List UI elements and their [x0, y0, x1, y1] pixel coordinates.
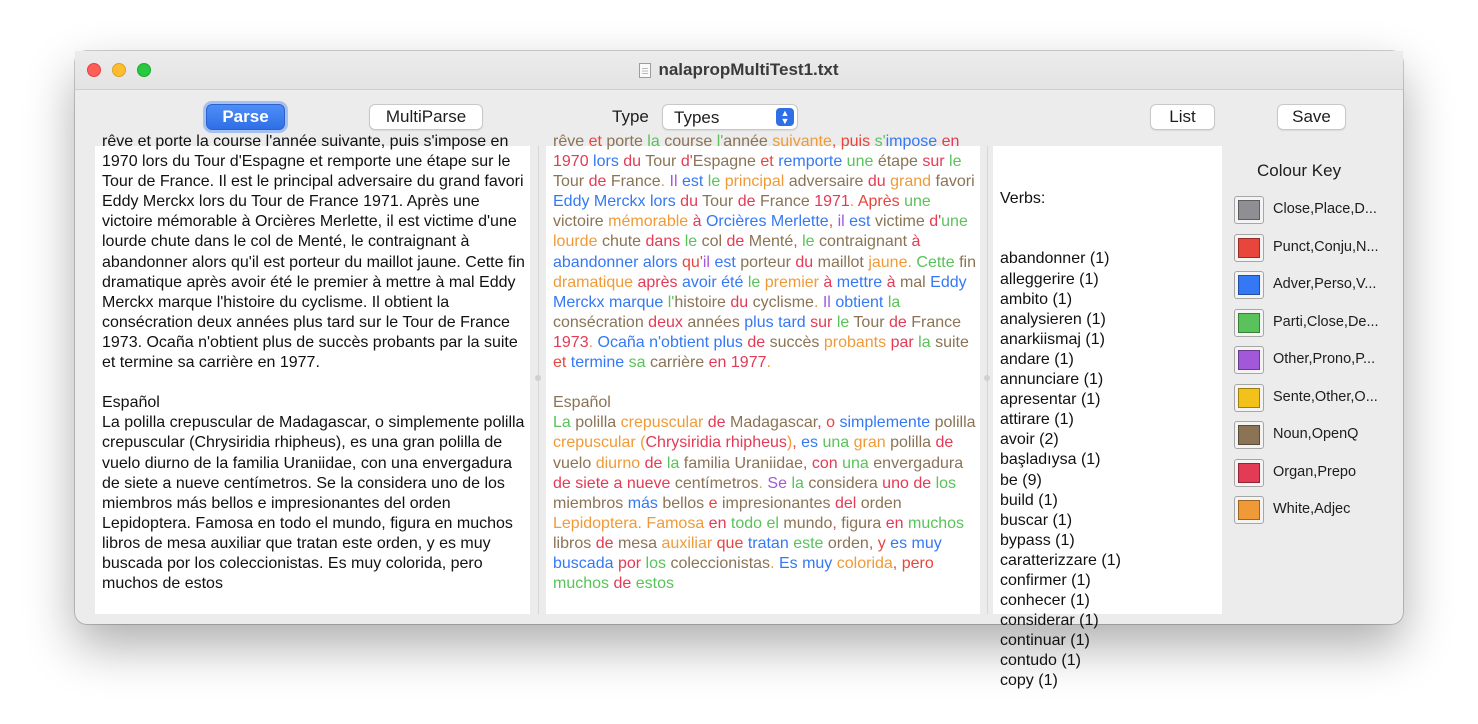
- parsed-token: obtient: [835, 293, 884, 311]
- parsed-token: Chrysiridia: [645, 434, 722, 452]
- parsed-token: ,: [892, 554, 898, 572]
- parsed-token: le: [836, 313, 850, 331]
- parsed-token: la: [666, 454, 680, 472]
- colour-swatch[interactable]: [1234, 234, 1264, 262]
- parsed-token: coleccionistas: [670, 554, 771, 572]
- parsed-token: en: [885, 514, 904, 532]
- parsed-token: puis: [840, 133, 871, 150]
- parsed-token: el: [766, 514, 779, 532]
- multiparse-button[interactable]: MultiParse: [369, 104, 483, 130]
- parsed-token: le: [949, 153, 962, 171]
- colour-key-item[interactable]: [1234, 384, 1394, 414]
- colour-key-label: Other,Prono,P...: [1273, 351, 1376, 367]
- parsed-token: Español: [553, 394, 611, 412]
- parsed-token: colorida: [836, 554, 893, 572]
- split-handle-left-icon[interactable]: [535, 375, 541, 381]
- word-list-item[interactable]: be (9): [1000, 471, 1042, 489]
- parsed-token: Après: [857, 193, 900, 211]
- parsed-token: par: [890, 333, 914, 351]
- parsed-token: 1977: [730, 354, 767, 372]
- parsed-token: muchos: [553, 575, 610, 593]
- parsed-token: le: [684, 233, 698, 251]
- colour-swatch-fill: [1238, 200, 1260, 220]
- parsed-token: ,: [792, 434, 797, 452]
- parsed-token: qu': [682, 253, 703, 271]
- parsed-token: ,: [793, 233, 798, 251]
- parsed-token: mal: [899, 273, 926, 291]
- colour-swatch[interactable]: [1234, 196, 1264, 224]
- parsed-token: auxiliar: [661, 534, 713, 552]
- parsed-token: mundo: [783, 514, 833, 532]
- parsed-token: d': [929, 213, 942, 231]
- parsed-token: avoir: [681, 273, 717, 291]
- title-bar: [75, 51, 1403, 90]
- type-select-value: Types: [674, 108, 720, 127]
- parse-button[interactable]: Parse: [206, 104, 285, 130]
- word-list-item[interactable]: continuar (1): [1000, 632, 1090, 650]
- parsed-token: una: [842, 454, 869, 472]
- parsed-token: diurno: [595, 454, 641, 472]
- parsed-token: Ocaña: [597, 333, 645, 351]
- parsed-token: orden: [827, 534, 869, 552]
- colour-swatch[interactable]: [1234, 271, 1264, 299]
- type-label: Type: [612, 107, 649, 126]
- parsed-token: ,: [831, 133, 837, 150]
- parsed-token: ,: [832, 514, 837, 532]
- source-text-pane[interactable]: [95, 133, 530, 614]
- parsed-token: du: [623, 153, 642, 171]
- colour-swatch-fill: [1238, 425, 1260, 445]
- parsed-token: los: [935, 474, 957, 492]
- parsed-token: de: [553, 474, 571, 492]
- parsed-token: ): [786, 434, 793, 452]
- parsed-token: à: [911, 233, 921, 251]
- parsed-token: este: [793, 534, 824, 552]
- parsed-token: chute: [601, 233, 642, 251]
- parsed-token: la: [647, 133, 660, 150]
- parsed-token: le: [707, 173, 721, 191]
- parsed-token: Famosa: [646, 514, 705, 532]
- parsed-token: polilla: [575, 414, 617, 432]
- word-list-item[interactable]: andare (1): [1000, 350, 1074, 368]
- parsed-token: d': [680, 153, 693, 171]
- parsed-token: en: [941, 133, 960, 150]
- parsed-token: de: [726, 233, 745, 251]
- colour-swatch-fill: [1238, 313, 1260, 333]
- parsed-token: por: [617, 554, 642, 572]
- parsed-token: est: [714, 253, 736, 271]
- parsed-token: polilla: [934, 414, 976, 432]
- parsed-token: marque: [609, 293, 664, 311]
- parsed-token: l': [716, 133, 724, 150]
- split-handle-right-icon[interactable]: [984, 375, 990, 381]
- parsed-token: familia: [683, 454, 731, 472]
- word-list-item[interactable]: caratterizzare (1): [1000, 551, 1121, 569]
- word-list-item[interactable]: contudo (1): [1000, 652, 1081, 670]
- colour-key-title: Colour Key: [1257, 161, 1342, 180]
- parsed-token: .: [766, 354, 771, 372]
- word-list-item[interactable]: considerar (1): [1000, 612, 1099, 630]
- colour-key-item[interactable]: [1234, 196, 1394, 226]
- parsed-token: .: [660, 173, 666, 191]
- parsed-token: .: [849, 193, 855, 211]
- parsed-token: après: [637, 273, 678, 291]
- parsed-token: mettre: [836, 273, 883, 291]
- parsed-token: .: [813, 293, 819, 311]
- parsed-token: est: [681, 173, 704, 191]
- parsed-token: dans: [645, 233, 681, 251]
- parsed-token: probants: [823, 333, 887, 351]
- parsed-token: sa: [628, 354, 646, 372]
- parsed-token: con: [811, 454, 838, 472]
- parsed-token: cyclisme: [752, 293, 814, 311]
- colour-swatch[interactable]: [1234, 496, 1264, 524]
- parsed-token: n': [649, 333, 662, 351]
- parsed-token: de: [747, 333, 766, 351]
- colour-key-label: Adver,Perso,V...: [1273, 276, 1377, 292]
- colour-key-label: White,Adjec: [1273, 501, 1351, 517]
- word-list-item[interactable]: analysieren (1): [1000, 310, 1106, 328]
- parsed-token: en: [708, 514, 727, 532]
- word-list-item[interactable]: attirare (1): [1000, 411, 1074, 429]
- parsed-token: nueve: [626, 474, 671, 492]
- parsed-token: alors: [642, 253, 678, 271]
- parsed-token: pero: [901, 554, 934, 572]
- parsed-token: Merlette: [770, 213, 829, 231]
- parsed-token: obtient: [661, 333, 710, 351]
- parsed-token: abandonner: [553, 253, 639, 271]
- parsed-token: lourde: [553, 233, 598, 251]
- parsed-token: une: [904, 193, 931, 211]
- parsed-token: principal: [724, 173, 785, 191]
- parsed-token: à: [823, 273, 833, 291]
- parsed-text-pane[interactable]: [546, 133, 980, 614]
- parsed-token: le: [802, 233, 815, 251]
- save-button[interactable]: Save: [1277, 104, 1346, 130]
- parsed-token: más: [627, 494, 658, 512]
- word-list-item[interactable]: buscar (1): [1000, 511, 1073, 529]
- colour-key-item[interactable]: [1234, 346, 1394, 376]
- parsed-token: Se: [767, 474, 787, 492]
- parsed-token: une: [846, 153, 874, 171]
- parsed-token: succès: [769, 333, 820, 351]
- window-title: [75, 51, 1403, 89]
- parsed-token: Es: [778, 554, 798, 572]
- parsed-token: crepuscular: [620, 414, 704, 432]
- parsed-token: à: [886, 273, 896, 291]
- parsed-token: remporte: [778, 153, 843, 171]
- parsed-token: victoire: [553, 213, 604, 231]
- parsed-token: suite: [935, 333, 969, 351]
- parsed-token: Menté: [748, 233, 794, 251]
- parsed-token: tard: [778, 313, 806, 331]
- parsed-token: et: [760, 153, 774, 171]
- word-list: [1000, 149, 1218, 692]
- parsed-token: de: [913, 474, 932, 492]
- parsed-token: à: [692, 213, 702, 231]
- parsed-token: jaune: [868, 253, 908, 271]
- parsed-token: buscada: [553, 554, 614, 572]
- parsed-token: Espagne: [692, 153, 756, 171]
- word-list-item[interactable]: annunciare (1): [1000, 371, 1104, 389]
- parsed-token: impose: [885, 133, 938, 150]
- parsed-token: Merckx: [553, 293, 605, 311]
- parsed-token: ,: [802, 454, 808, 472]
- parsed-token: ,: [868, 534, 874, 552]
- parsed-token: du: [680, 193, 698, 211]
- parsed-token: uno: [882, 474, 909, 492]
- parsed-token: la: [918, 333, 931, 351]
- parsed-token: la: [887, 293, 901, 311]
- colour-swatch[interactable]: [1234, 346, 1264, 374]
- parsed-token: plus: [713, 333, 743, 351]
- parsed-token: Merckx: [593, 193, 646, 211]
- word-list-heading: Verbs:: [1000, 190, 1046, 208]
- document-icon: [639, 63, 651, 78]
- parsed-token: dramatique: [553, 273, 634, 291]
- parsed-token: porte: [606, 133, 643, 150]
- word-list-item[interactable]: alleggerire (1): [1000, 270, 1099, 288]
- colour-key-item[interactable]: [1234, 496, 1394, 526]
- parsed-token: ,: [828, 213, 834, 231]
- colour-key-item[interactable]: [1234, 309, 1394, 339]
- parsed-token: de: [707, 414, 726, 432]
- parsed-token: de: [588, 173, 607, 191]
- word-list-item[interactable]: avoir (2): [1000, 431, 1059, 449]
- parsed-token: muchos: [907, 514, 965, 532]
- parsed-token: contraignant: [819, 233, 908, 251]
- parsed-token: gran: [853, 434, 886, 452]
- parsed-token: que: [716, 534, 744, 552]
- parsed-token: es: [890, 534, 908, 552]
- word-list-item[interactable]: anarkiismaj (1): [1000, 330, 1105, 348]
- parsed-token: Il: [669, 173, 678, 191]
- parsed-token: envergadura: [873, 454, 964, 472]
- colour-key-label: Noun,OpenQ: [1273, 426, 1359, 442]
- parsed-token: .: [907, 253, 912, 271]
- parsed-token: la: [791, 474, 804, 492]
- parsed-token: orden: [860, 494, 902, 512]
- word-list-item[interactable]: conhecer (1): [1000, 592, 1090, 610]
- parsed-token: 1971: [814, 193, 850, 211]
- parsed-token: adversaire: [788, 173, 864, 191]
- parsed-token: le: [747, 273, 761, 291]
- parsed-token: été: [721, 273, 744, 291]
- parsed-token: lors: [649, 193, 676, 211]
- parsed-token: carrière: [649, 354, 705, 372]
- parsed-token: deux: [648, 313, 683, 331]
- parsed-token: a: [613, 474, 623, 492]
- colour-swatch-fill: [1238, 388, 1260, 408]
- parsed-token: figura: [841, 514, 882, 532]
- parsed-token: consécration: [553, 313, 644, 331]
- parsed-token: Uraniidae: [734, 454, 803, 472]
- parsed-token: .: [758, 474, 763, 492]
- parsed-token: termine: [570, 354, 625, 372]
- word-list-item[interactable]: confirmer (1): [1000, 571, 1091, 589]
- colour-key-label: Parti,Close,De...: [1273, 313, 1379, 330]
- colour-swatch[interactable]: [1234, 459, 1264, 487]
- word-list-pane[interactable]: [993, 146, 1222, 690]
- parsed-token: de: [935, 434, 954, 452]
- parsed-token: victime: [874, 213, 925, 231]
- word-list-item[interactable]: bypass (1): [1000, 531, 1075, 549]
- parsed-token: muy: [802, 554, 833, 572]
- parsed-token: années: [687, 313, 740, 331]
- parsed-token: histoire: [674, 293, 726, 311]
- parsed-token: du: [867, 173, 886, 191]
- parsed-token: Eddy: [553, 193, 590, 211]
- colour-swatch[interactable]: [1234, 309, 1264, 337]
- parsed-token: et: [588, 133, 602, 150]
- colour-swatch-fill: [1238, 238, 1260, 258]
- parsed-token: une: [941, 213, 968, 231]
- parsed-token: .: [588, 333, 594, 351]
- parsed-token: 1973: [553, 333, 589, 351]
- parsed-token: polilla: [890, 434, 932, 452]
- parsed-token: Il: [822, 293, 831, 311]
- parsed-token: muy: [911, 534, 942, 552]
- parsed-token: s': [874, 133, 886, 150]
- list-button[interactable]: List: [1150, 104, 1215, 130]
- parsed-token: Tour: [645, 153, 677, 171]
- parsed-token: es: [801, 434, 819, 452]
- parsed-token: de: [595, 534, 614, 552]
- parsed-token: los: [645, 554, 666, 572]
- parsed-token: Tour: [702, 193, 734, 211]
- colour-key-item[interactable]: [1234, 459, 1394, 489]
- parsed-token: suivante: [772, 133, 832, 150]
- parsed-token: Cette: [916, 253, 955, 271]
- parsed-token: libros: [553, 534, 592, 552]
- parsed-token: una: [822, 434, 850, 452]
- parsed-token: du: [795, 253, 814, 271]
- parsed-token: lors: [593, 153, 619, 171]
- parsed-token: du: [730, 293, 749, 311]
- parsed-token: Eddy: [930, 273, 967, 291]
- parsed-token: de: [613, 575, 632, 593]
- parsed-token: bellos: [662, 494, 705, 512]
- colour-swatch-fill: [1238, 350, 1260, 370]
- colour-swatch[interactable]: [1234, 384, 1264, 412]
- parsed-token: de: [644, 454, 663, 472]
- parsed-token: e: [708, 494, 718, 512]
- colour-key-item[interactable]: [1234, 421, 1394, 451]
- parsed-token: de: [889, 313, 907, 331]
- parsed-token: estos: [635, 575, 674, 593]
- parsed-token: plus: [744, 313, 774, 331]
- word-list-item[interactable]: copy (1): [1000, 672, 1058, 690]
- word-list-item[interactable]: abandonner (1): [1000, 250, 1110, 268]
- parsed-token: maillot: [817, 253, 864, 271]
- word-list-item[interactable]: build (1): [1000, 491, 1058, 509]
- parsed-token: et: [553, 354, 567, 372]
- parsed-token: Tour: [553, 173, 585, 191]
- type-select[interactable]: [662, 104, 798, 130]
- parsed-token: (: [640, 434, 646, 452]
- parsed-token: .: [637, 514, 642, 532]
- colour-key-label: Punct,Conju,N...: [1273, 238, 1379, 255]
- parsed-token: mesa: [617, 534, 658, 552]
- parsed-token: France: [759, 193, 810, 211]
- word-list-item[interactable]: apresentar (1): [1000, 391, 1101, 409]
- parsed-token: o: [826, 414, 836, 432]
- colour-swatch-fill: [1238, 463, 1260, 483]
- parsed-token: grand: [890, 173, 932, 191]
- parsed-token: del: [834, 494, 857, 512]
- parsed-token: crepuscular: [553, 434, 636, 452]
- parsed-token: sur: [810, 313, 833, 331]
- app-window: [75, 51, 1403, 690]
- colour-swatch[interactable]: [1234, 421, 1264, 449]
- parsed-token: Tour: [853, 313, 885, 331]
- window-title-text: nalapropMultiTest1.txt: [658, 60, 839, 79]
- parsed-token: siete: [575, 474, 610, 492]
- parsed-token: Lepidoptera: [553, 514, 638, 532]
- parsed-token: l': [667, 293, 675, 311]
- parsed-token: est: [849, 213, 871, 231]
- parsed-token: miembros: [553, 494, 624, 512]
- parsed-token: il: [702, 253, 710, 271]
- parsed-token: y: [877, 534, 886, 552]
- parsed-token: mémorable: [608, 213, 689, 231]
- word-list-item[interactable]: başladıysa (1): [1000, 451, 1101, 469]
- parsed-token: ,: [817, 414, 822, 432]
- parsed-token: Madagascar: [730, 414, 818, 432]
- parsed-token: France: [610, 173, 661, 191]
- parsed-token: centímetros: [674, 474, 759, 492]
- parsed-token: 1970: [553, 153, 589, 171]
- parsed-token: La: [553, 414, 571, 432]
- parsed-token: porteur: [740, 253, 791, 271]
- parsed-token: considera: [808, 474, 878, 492]
- parsed-token: année: [723, 133, 768, 150]
- parsed-token: il: [837, 213, 845, 231]
- parsed-token: sur: [922, 153, 945, 171]
- word-list-item[interactable]: ambito (1): [1000, 290, 1073, 308]
- parsed-token: vuelo: [553, 454, 592, 472]
- parsed-token: premier: [764, 273, 819, 291]
- colour-key-label: Organ,Prepo: [1273, 463, 1357, 480]
- colour-swatch-fill: [1238, 500, 1260, 520]
- parsed-token: Orcières: [705, 213, 767, 231]
- parsed-token: rêve: [553, 133, 585, 150]
- parsed-token: col: [701, 233, 723, 251]
- colour-key-label: Close,Place,D...: [1273, 201, 1377, 217]
- colour-key-label: Sente,Other,O...: [1273, 388, 1378, 405]
- parsed-token: favori: [935, 173, 975, 191]
- parsed-token: tratan: [747, 534, 789, 552]
- parsed-token: rhipheus: [725, 434, 787, 452]
- parsed-token: étape: [877, 153, 918, 171]
- parsed-token: simplemente: [839, 414, 931, 432]
- colour-key-item[interactable]: [1234, 271, 1394, 301]
- parsed-token: France: [911, 313, 962, 331]
- parsed-text: [553, 132, 976, 594]
- chevron-up-down-icon: ▲ ▼: [776, 108, 794, 126]
- colour-key-item[interactable]: [1234, 234, 1394, 264]
- parsed-token: todo: [730, 514, 763, 532]
- parsed-token: fin: [959, 253, 976, 271]
- source-text: rêve et porte la course l'année suivante, puis s'impose en 1970 lors du Tour d'Espagne et remporte une étape sur le Tour de France. Il est le principal adversaire du grand favori Eddy Merckx lors du Tour de France 1971. Après une victoire mémorable à Orcières Merlette, il est victime d'une lourde chute dans le col de Menté, le contraignant à abandonner alors qu'il est porteur du maillot jaune. Cette fin dramatique après avoir été le premier à mettre à mal Eddy Merckx marque l'histoire du cyclisme. Il obtient la consécration deux années plus tard sur le Tour de France 1973. Ocaña n'obtient plus de succès probants par la suite et termine sa carrière en 1977. Español La polilla crepuscular de Madagascar, o simplemente polilla crepuscular (Chrysiridia rhipheus), es una gran polilla de vuelo diurno de la familia Uraniidae, con una envergadura de siete a nueve centímetros. Se la considera uno de los miembros más bellos e impresionantes del orden Lepidoptera. Famosa en todo el mundo, figura en muchos libros de mesa auxiliar que tratan este orden, y es muy buscada por los coleccionistas. Es muy colorida, pero muchos de estos: [102, 133, 525, 593]
- parsed-token: .: [770, 554, 775, 572]
- parsed-token: de: [737, 193, 756, 211]
- colour-swatch-fill: [1238, 275, 1260, 295]
- parsed-token: course: [664, 133, 713, 150]
- parsed-token: en: [708, 354, 727, 372]
- parsed-token: impresionantes: [722, 494, 831, 512]
